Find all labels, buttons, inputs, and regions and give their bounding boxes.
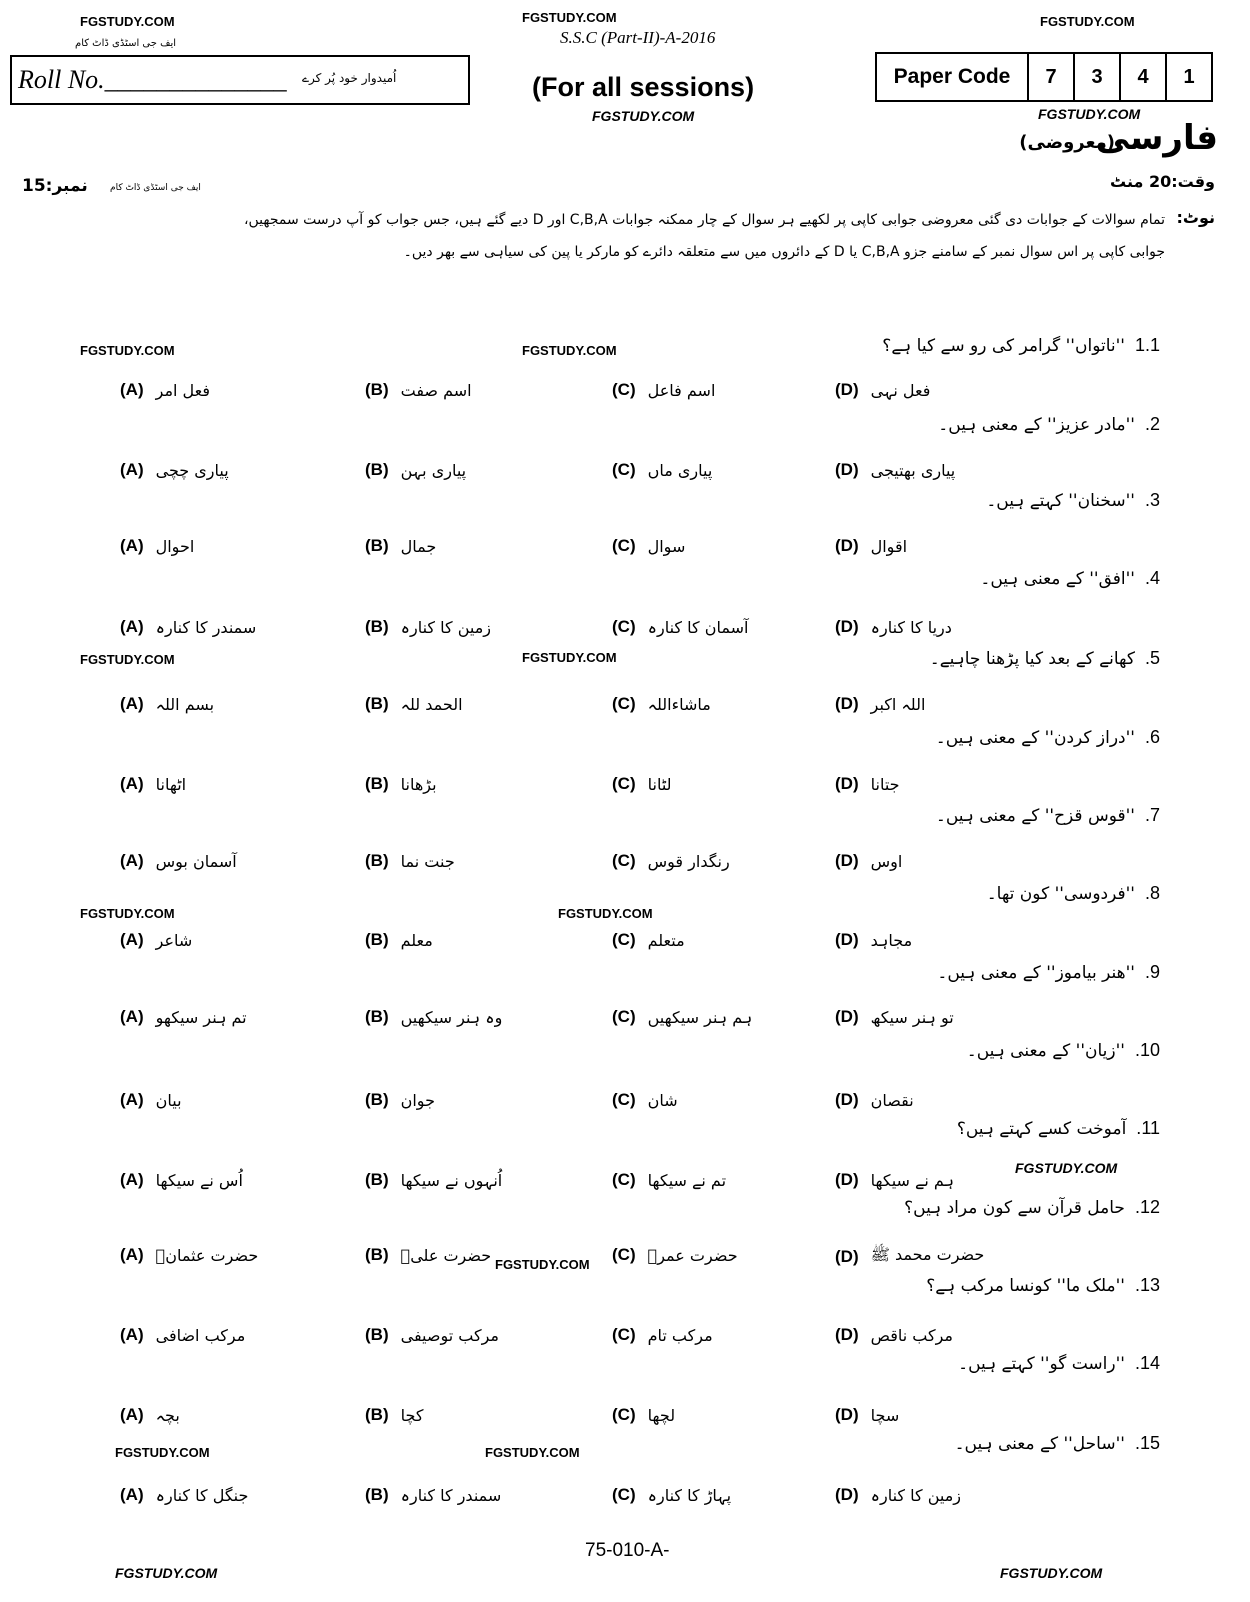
option-text: لچھا xyxy=(647,1405,676,1425)
watermark: FGSTUDY.COM xyxy=(1040,14,1135,29)
option-a xyxy=(120,1007,247,1027)
option-c xyxy=(612,774,672,794)
option-text: جنت نما xyxy=(400,851,455,871)
option-label: (B) xyxy=(365,1090,389,1109)
option-label: (D) xyxy=(835,1007,859,1026)
option-a xyxy=(120,774,186,794)
option-label: (D) xyxy=(835,1405,859,1424)
option-label: (C) xyxy=(612,1485,636,1504)
question-number: 2. xyxy=(1144,414,1160,434)
option-text: پہاڑ کا کنارہ xyxy=(647,1485,732,1505)
option-text: حضرت عثمانؓ xyxy=(155,1245,259,1265)
option-label: (A) xyxy=(120,460,144,479)
option-text: آسمان بوس xyxy=(155,851,237,871)
question-11 xyxy=(957,1118,1160,1139)
option-label: (D) xyxy=(835,617,859,636)
watermark: FGSTUDY.COM xyxy=(592,108,695,124)
question-text: ''فردوسی'' کون تھا۔ xyxy=(986,884,1135,904)
question-text: ''مادر عزیز'' کے معنی ہیں۔ xyxy=(938,415,1135,435)
watermark: FGSTUDY.COM xyxy=(1015,1160,1118,1176)
option-label: (D) xyxy=(835,380,859,399)
option-a xyxy=(120,380,210,400)
option-d xyxy=(835,380,930,400)
question-text: ''افق'' کے معنی ہیں۔ xyxy=(980,569,1135,589)
note-line-1: تمام سوالات کے جوابات دی گئی معروضی جوابی کاپی پر لکھیے ہر سوال کے چار ممکنہ جوابات C,B,A اور D دیے گئے ہیں، جس جواب کو آپ درست سمجھیں، xyxy=(244,212,1165,228)
option-label: (B) xyxy=(365,694,389,713)
option-text: اسم فاعل xyxy=(647,380,716,400)
option-d xyxy=(835,1405,899,1425)
option-text: اوس xyxy=(870,851,903,871)
option-a xyxy=(120,1325,245,1345)
option-d xyxy=(835,1485,961,1505)
option-label: (B) xyxy=(365,460,389,479)
option-text: بسم اللہ xyxy=(155,694,215,714)
option-c xyxy=(612,1007,752,1027)
option-label: (A) xyxy=(120,930,144,949)
question-3 xyxy=(986,490,1160,511)
option-text: پیاری بھتیجی xyxy=(870,460,956,480)
option-label: (D) xyxy=(835,1090,859,1109)
option-b xyxy=(365,1170,502,1190)
option-label: (A) xyxy=(120,694,144,713)
option-a xyxy=(120,1245,258,1265)
option-text: معلم xyxy=(400,930,433,950)
question-number: 7. xyxy=(1144,805,1160,825)
question-15 xyxy=(955,1433,1160,1454)
question-4 xyxy=(980,568,1160,589)
note-line-2: جوابی کاپی پر اس سوال نمبر کے سامنے جزو C,B,A یا D کے دائروں میں سے متعلقہ دائرے کو مارکر یا پین کی سیاہی سے بھر دیں۔ xyxy=(403,244,1165,260)
option-label: (D) xyxy=(835,460,859,479)
question-number: 6. xyxy=(1144,727,1160,747)
option-label: (D) xyxy=(835,1170,859,1189)
option-label: (B) xyxy=(365,1170,389,1189)
option-label: (A) xyxy=(120,1245,144,1264)
option-text: تو ہنر سیکھ xyxy=(870,1007,954,1027)
option-a xyxy=(120,1485,248,1505)
exam-title: S.S.C (Part-II)-A-2016 xyxy=(560,28,716,47)
option-label: (B) xyxy=(365,851,389,870)
watermark: FGSTUDY.COM xyxy=(80,14,175,29)
option-text: حضرت علیؓ xyxy=(400,1245,492,1265)
question-number: 11. xyxy=(1136,1118,1160,1138)
question-text: آموخت کسے کہتے ہیں؟ xyxy=(956,1119,1127,1139)
time-allowed: وقت:20 منٹ xyxy=(1110,172,1215,191)
option-label: (A) xyxy=(120,1007,144,1026)
question-number: 12. xyxy=(1134,1197,1160,1217)
option-text: بچہ xyxy=(155,1405,180,1425)
roll-number-note: اُمیدوار خود پُر کرے xyxy=(302,71,397,85)
option-text: اقوال xyxy=(870,536,908,556)
option-d xyxy=(835,1090,914,1110)
question-12 xyxy=(904,1197,1160,1218)
option-c xyxy=(612,930,685,950)
question-number: 10. xyxy=(1134,1040,1160,1060)
option-d xyxy=(835,1325,953,1345)
option-label: (D) xyxy=(835,930,859,949)
option-text: نقصان xyxy=(870,1090,914,1110)
option-text: فعل امر xyxy=(155,380,211,400)
option-label: (B) xyxy=(365,1245,389,1264)
watermark-urdu: ایف جی اسٹڈی ڈاٹ کام xyxy=(75,38,177,49)
question-number: 15. xyxy=(1134,1433,1160,1453)
option-text: جمال xyxy=(400,536,437,556)
sessions-label: (For all sessions) xyxy=(532,72,755,102)
question-5 xyxy=(930,648,1160,669)
option-c xyxy=(612,617,748,637)
option-label: (C) xyxy=(612,536,636,555)
option-text: بڑھانا xyxy=(400,774,437,794)
option-b xyxy=(365,1405,423,1425)
option-a xyxy=(120,536,194,556)
option-text: بیان xyxy=(155,1090,182,1110)
option-label: (A) xyxy=(120,774,144,793)
option-text: مرکب اضافی xyxy=(155,1325,246,1345)
watermark: FGSTUDY.COM xyxy=(522,10,617,25)
option-text: اسم صفت xyxy=(400,380,472,400)
option-text: رنگدار قوس xyxy=(647,851,730,871)
option-label: (C) xyxy=(612,851,636,870)
option-a xyxy=(120,851,237,871)
option-label: (C) xyxy=(612,617,636,636)
watermark: FGSTUDY.COM xyxy=(485,1445,580,1460)
option-label: (C) xyxy=(612,1090,636,1109)
option-text: زمین کا کنارہ xyxy=(870,1485,961,1505)
option-c xyxy=(612,1485,731,1505)
option-text: جوان xyxy=(400,1090,435,1110)
subject-title: فارسی xyxy=(1095,118,1218,158)
question-text: ''راست گو'' کہتے ہیں۔ xyxy=(958,1354,1125,1374)
watermark: FGSTUDY.COM xyxy=(115,1445,210,1460)
option-b xyxy=(365,1245,491,1265)
question-8 xyxy=(987,883,1160,904)
question-text: حامل قرآن سے کون مراد ہیں؟ xyxy=(904,1198,1125,1218)
option-a xyxy=(120,1090,182,1110)
option-label: (A) xyxy=(120,1485,144,1504)
option-label: (B) xyxy=(365,1485,389,1504)
watermark: FGSTUDY.COM xyxy=(558,906,653,921)
option-c xyxy=(612,460,712,480)
option-b xyxy=(365,930,433,950)
question-number: 3. xyxy=(1144,490,1160,510)
option-text: شاعر xyxy=(155,930,193,950)
question-13 xyxy=(926,1275,1160,1296)
option-a xyxy=(120,1170,243,1190)
option-text: الحمد للہ xyxy=(400,694,463,714)
option-label: (A) xyxy=(120,1405,144,1424)
watermark: FGSTUDY.COM xyxy=(1038,106,1141,122)
option-b xyxy=(365,774,437,794)
option-d xyxy=(835,460,955,480)
option-text: جتانا xyxy=(870,774,900,794)
roll-number-label: Roll No.______________ xyxy=(18,65,287,94)
option-text: ہم ہنر سیکھیں xyxy=(647,1007,753,1027)
option-label: (C) xyxy=(612,1325,636,1344)
option-d xyxy=(835,694,925,714)
option-label: (A) xyxy=(120,851,144,870)
question-10 xyxy=(967,1040,1160,1061)
option-text: شان xyxy=(647,1090,678,1110)
option-text: فعل نہی xyxy=(870,380,931,400)
option-label: (D) xyxy=(835,774,859,793)
option-label: (B) xyxy=(365,1405,389,1424)
watermark: FGSTUDY.COM xyxy=(115,1565,218,1581)
option-text: دریا کا کنارہ xyxy=(870,617,952,637)
option-d xyxy=(835,1170,954,1190)
note-label: نوٹ: xyxy=(1176,208,1215,227)
option-c xyxy=(612,694,711,714)
paper-code-label: Paper Code xyxy=(893,65,1011,88)
option-text: اٹھانا xyxy=(155,774,187,794)
option-label: (D) xyxy=(835,1485,859,1504)
option-text: زمین کا کنارہ xyxy=(400,617,491,637)
option-b xyxy=(365,694,463,714)
option-c xyxy=(612,1090,678,1110)
question-1 xyxy=(882,335,1160,356)
footer-code: 75-010-A- xyxy=(585,1540,670,1561)
option-label: (C) xyxy=(612,694,636,713)
option-text: حضرت عمرؓ xyxy=(647,1245,738,1265)
option-b xyxy=(365,617,491,637)
option-text: ماشاءاللہ xyxy=(647,694,711,714)
option-label: (C) xyxy=(612,460,636,479)
subject-type: (معروضی) xyxy=(1019,132,1115,153)
question-number: 4. xyxy=(1144,568,1160,588)
option-text: تم نے سیکھا xyxy=(647,1170,727,1190)
option-text: حضرت محمد ﷺ xyxy=(870,1245,985,1264)
option-label: (C) xyxy=(612,1245,636,1264)
option-label: (D) xyxy=(835,851,859,870)
option-label: (B) xyxy=(365,774,389,793)
option-label: (B) xyxy=(365,617,389,636)
option-text: متعلم xyxy=(647,930,685,950)
total-marks: نمبر:15 xyxy=(22,176,88,196)
question-text: ''سخنان'' کہتے ہیں۔ xyxy=(986,491,1135,511)
roll-number-box xyxy=(10,55,470,105)
option-text: پیاری بہن xyxy=(400,460,467,480)
option-label: (A) xyxy=(120,1170,144,1189)
option-a xyxy=(120,1405,180,1425)
watermark: FGSTUDY.COM xyxy=(80,343,175,358)
option-label: (C) xyxy=(612,1405,636,1424)
option-label: (D) xyxy=(835,1325,859,1344)
question-7 xyxy=(936,805,1160,826)
option-label: (C) xyxy=(612,774,636,793)
option-text: سچا xyxy=(870,1405,900,1425)
option-label: (C) xyxy=(612,380,636,399)
option-text: اللہ اکبر xyxy=(870,694,926,714)
option-d xyxy=(835,617,952,637)
watermark: FGSTUDY.COM xyxy=(522,343,617,358)
option-label: (A) xyxy=(120,617,144,636)
option-c xyxy=(612,1325,713,1345)
paper-code-digit: 3 xyxy=(1073,54,1119,100)
option-text: مرکب توصیفی xyxy=(400,1325,499,1345)
option-text: مجاہد xyxy=(870,930,913,950)
option-text: لٹانا xyxy=(647,774,672,794)
option-text: سوال xyxy=(647,536,686,556)
paper-code-digit: 1 xyxy=(1165,54,1211,100)
option-label: (A) xyxy=(120,380,144,399)
watermark: FGSTUDY.COM xyxy=(495,1257,590,1272)
option-label: (D) xyxy=(835,1246,859,1266)
paper-code-digit: 7 xyxy=(1027,54,1073,100)
option-text: سمندر کا کنارہ xyxy=(400,1485,502,1505)
question-number: 1.1 xyxy=(1134,335,1160,355)
option-label: (B) xyxy=(365,930,389,949)
question-number: 8. xyxy=(1144,883,1160,903)
option-label: (A) xyxy=(120,1325,144,1344)
question-text: ''ھنر بیاموز'' کے معنی ہیں۔ xyxy=(937,963,1135,983)
option-text: تم ہنر سیکھو xyxy=(155,1007,247,1027)
option-c xyxy=(612,1405,675,1425)
option-label: (C) xyxy=(612,1007,636,1026)
option-c xyxy=(612,380,715,400)
question-text: ''ناتواں'' گرامر کی رو سے کیا ہے؟ xyxy=(882,336,1125,356)
option-text: مرکب تام xyxy=(647,1325,713,1345)
watermark: FGSTUDY.COM xyxy=(80,652,175,667)
question-text: کھانے کے بعد کیا پڑھنا چاہیے۔ xyxy=(929,649,1135,669)
option-b xyxy=(365,1090,435,1110)
option-label: (B) xyxy=(365,1007,389,1026)
option-text: اُس نے سیکھا xyxy=(155,1170,243,1190)
option-a xyxy=(120,694,214,714)
option-label: (C) xyxy=(612,930,636,949)
option-text: آسمان کا کنارہ xyxy=(647,617,749,637)
option-text: جنگل کا کنارہ xyxy=(155,1485,249,1505)
question-text: ''زیان'' کے معنی ہیں۔ xyxy=(966,1041,1125,1061)
option-text: احوال xyxy=(155,536,195,556)
option-text: اُنہوں نے سیکھا xyxy=(400,1170,503,1190)
paper-code-table xyxy=(875,52,1213,102)
option-b xyxy=(365,536,436,556)
question-text: ''ملک ما'' کونسا مرکب ہے؟ xyxy=(926,1276,1125,1296)
question-6 xyxy=(936,727,1160,748)
question-text: ''دراز کردن'' کے معنی ہیں۔ xyxy=(935,728,1135,748)
option-d xyxy=(835,1245,984,1268)
option-label: (D) xyxy=(835,536,859,555)
option-b xyxy=(365,1007,502,1027)
option-a xyxy=(120,617,256,637)
option-d xyxy=(835,536,907,556)
option-c xyxy=(612,536,685,556)
option-text: سمندر کا کنارہ xyxy=(155,617,257,637)
option-label: (B) xyxy=(365,536,389,555)
option-text: وہ ہنر سیکھیں xyxy=(400,1007,503,1027)
option-c xyxy=(612,1170,726,1190)
paper-code-digit: 4 xyxy=(1119,54,1165,100)
option-b xyxy=(365,380,472,400)
option-b xyxy=(365,460,466,480)
option-d xyxy=(835,930,912,950)
option-b xyxy=(365,851,455,871)
question-number: 5. xyxy=(1144,648,1160,668)
option-text: پیاری ماں xyxy=(647,460,713,480)
question-text: ''ساحل'' کے معنی ہیں۔ xyxy=(954,1434,1125,1454)
option-d xyxy=(835,1007,954,1027)
option-label: (A) xyxy=(120,536,144,555)
option-c xyxy=(612,1245,738,1265)
option-b xyxy=(365,1325,499,1345)
option-a xyxy=(120,930,192,950)
option-c xyxy=(612,851,730,871)
watermark: FGSTUDY.COM xyxy=(522,650,617,665)
question-number: 14. xyxy=(1134,1353,1160,1373)
option-label: (C) xyxy=(612,1170,636,1189)
option-text: ہم نے سیکھا xyxy=(870,1170,954,1190)
watermark: FGSTUDY.COM xyxy=(1000,1565,1103,1581)
option-label: (A) xyxy=(120,1090,144,1109)
question-number: 9. xyxy=(1144,962,1160,982)
question-9 xyxy=(937,962,1160,983)
question-number: 13. xyxy=(1134,1275,1160,1295)
question-text: ''قوس قزح'' کے معنی ہیں۔ xyxy=(935,806,1135,826)
option-label: (B) xyxy=(365,1325,389,1344)
option-d xyxy=(835,851,902,871)
option-a xyxy=(120,460,229,480)
option-label: (D) xyxy=(835,694,859,713)
option-d xyxy=(835,774,900,794)
option-text: پیاری چچی xyxy=(155,460,229,480)
option-text: مرکب ناقص xyxy=(870,1325,953,1345)
option-text: کچا xyxy=(400,1405,424,1425)
watermark-urdu: ایف جی اسٹڈی ڈاٹ کام xyxy=(110,183,201,193)
option-label: (B) xyxy=(365,380,389,399)
watermark: FGSTUDY.COM xyxy=(80,906,175,921)
question-14 xyxy=(958,1353,1160,1374)
option-b xyxy=(365,1485,501,1505)
question-2 xyxy=(938,414,1160,435)
